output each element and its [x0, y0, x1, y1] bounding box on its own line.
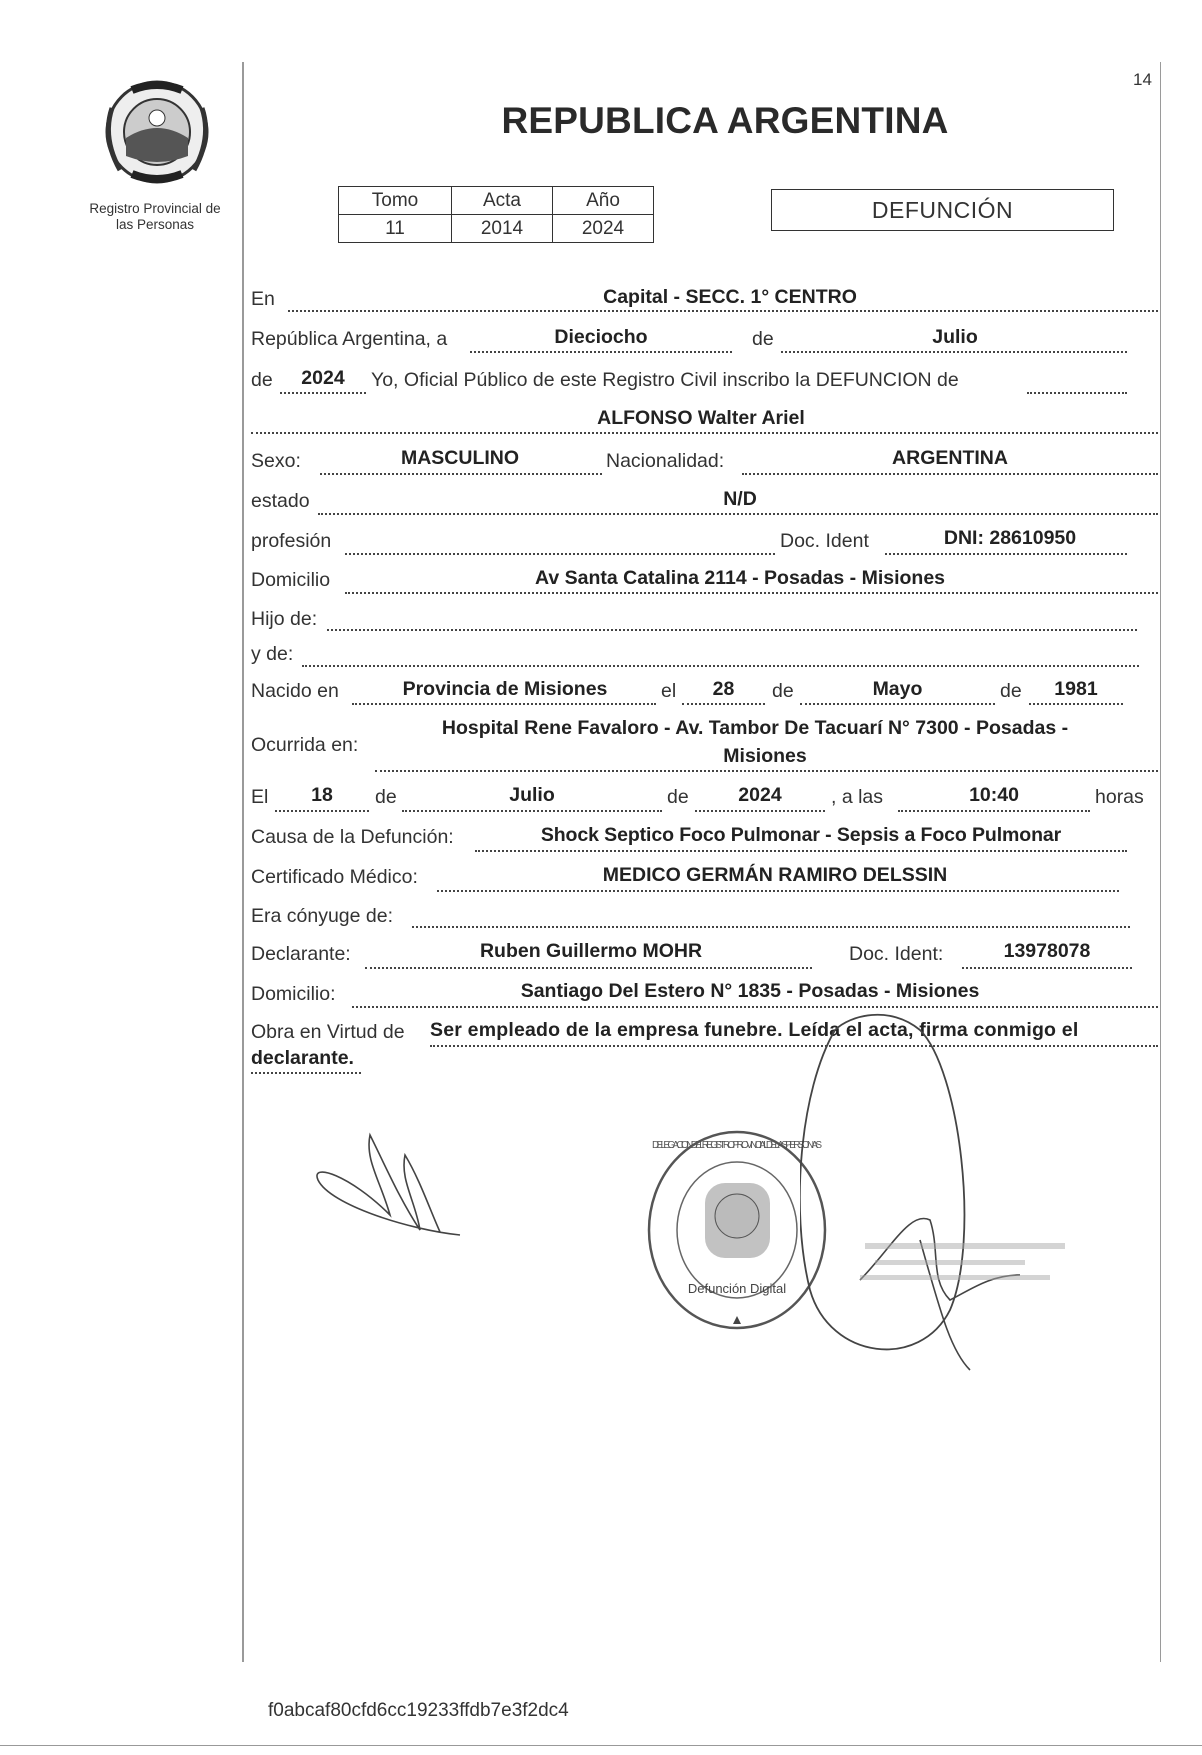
- decl-domicilio-value: Santiago Del Estero N° 1835 - Posadas - Misiones: [520, 980, 980, 1002]
- decl-doc-value: 13978078: [1003, 940, 1091, 962]
- yde-dotline: [302, 665, 1139, 667]
- hijo-label: Hijo de:: [251, 608, 318, 630]
- death-day-value: 18: [311, 784, 333, 806]
- ocurrida-line2: Misiones: [723, 745, 807, 767]
- birth-year-value: 1981: [1054, 678, 1098, 700]
- oficial-dotline: [1027, 392, 1127, 394]
- de-label-4: de: [1000, 680, 1022, 702]
- nacido-label: Nacido en: [251, 680, 339, 702]
- de-label-3: de: [772, 680, 794, 702]
- nacionalidad-dotline: [742, 473, 1158, 475]
- nacido-value: Provincia de Misiones: [402, 678, 608, 700]
- month-value: Julio: [932, 326, 978, 348]
- death-time-dotline: [898, 810, 1090, 812]
- republica-label: República Argentina, a: [251, 328, 448, 350]
- sexo-dotline: [320, 473, 602, 475]
- death-year-value: 2024: [738, 784, 782, 806]
- sexo-label: Sexo:: [251, 450, 301, 472]
- birth-day-dotline: [682, 703, 765, 705]
- acta-value: 2014: [452, 215, 553, 243]
- registry-name-line2: las Personas: [115, 217, 195, 232]
- profesion-label: profesión: [251, 530, 332, 552]
- left-margin-line: [242, 62, 244, 1662]
- decl-domicilio-dotline: [352, 1006, 1158, 1008]
- domicilio-dotline: [345, 592, 1158, 594]
- horas-label: horas: [1095, 786, 1144, 808]
- de-label-6: de: [667, 786, 689, 808]
- declarante-value: Ruben Guillermo MOHR: [479, 940, 703, 962]
- de-label-2: de: [251, 369, 273, 391]
- conyuge-dotline: [412, 926, 1130, 928]
- nacido-dotline: [352, 703, 656, 705]
- tomo-value: 11: [339, 215, 452, 243]
- yde-label: y de:: [251, 643, 294, 665]
- stamp-ring-text: DELEGACION DEL REGISTRO PROVINCIAL DE LAS PERSONAS: [652, 1140, 822, 1151]
- decl-doc-dotline: [962, 967, 1132, 969]
- domicilio-label: Domicilio: [251, 569, 331, 591]
- el2-label: El: [251, 786, 269, 808]
- hijo-dotline: [327, 629, 1137, 631]
- anio-value: 2024: [553, 215, 654, 243]
- year-dotline: [280, 392, 366, 394]
- ocurrida-label: Ocurrida en:: [251, 734, 359, 756]
- alas-label: , a las: [831, 786, 884, 808]
- country-title: REPUBLICA ARGENTINA: [501, 100, 949, 141]
- day-words-value: Dieciocho: [554, 326, 648, 348]
- estado-dotline: [318, 513, 1158, 515]
- domicilio-value: Av Santa Catalina 2114 - Posadas - Misiones: [534, 567, 946, 589]
- sexo-value: MASCULINO: [400, 447, 520, 469]
- nacionalidad-label: Nacionalidad:: [606, 450, 725, 472]
- causa-value: Shock Septico Foco Pulmonar - Sepsis a Foco Pulmonar: [540, 824, 1062, 846]
- profesion-dotline: [345, 553, 775, 555]
- en-label: En: [251, 288, 275, 310]
- registry-header-row: [339, 187, 654, 215]
- conyuge-label: Era cónyuge de:: [251, 905, 394, 927]
- en-value: Capital - SECC. 1° CENTRO: [603, 286, 857, 308]
- certificado-label: Certificado Médico:: [251, 866, 418, 888]
- doc-dotline: [885, 553, 1127, 555]
- ocurrida-dotline: [375, 770, 1158, 772]
- el-label: el: [661, 680, 677, 702]
- decl-domicilio-label: Domicilio:: [251, 983, 336, 1005]
- birth-day-value: 28: [712, 678, 735, 700]
- registry-name-line1: Registro Provincial de: [89, 201, 221, 216]
- en-dotline: [288, 310, 1158, 312]
- provincial-seal-logo: [102, 78, 212, 186]
- tomo-header: Tomo: [339, 187, 452, 215]
- document-hash: f0abcaf80cfd6cc19233ffdb7e3f2dc4: [268, 1700, 569, 1721]
- causa-label: Causa de la Defunción:: [251, 826, 454, 848]
- death-year-dotline: [695, 810, 825, 812]
- certificado-dotline: [437, 890, 1119, 892]
- page-number: 14: [1133, 70, 1152, 89]
- certificado-value: MEDICO GERMÁN RAMIRO DELSSIN: [602, 864, 948, 886]
- month-dotline: [781, 351, 1127, 353]
- name-dotline: [251, 432, 1158, 434]
- doc-label: Doc. Ident: [780, 530, 869, 552]
- death-month-value: Julio: [509, 784, 555, 806]
- estado-label: estado: [251, 490, 310, 512]
- declarant-signature: [310, 1120, 470, 1260]
- registry-table: [338, 186, 654, 243]
- death-time-value: 10:40: [969, 784, 1019, 806]
- registry-value-row: [339, 215, 654, 243]
- birth-month-value: Mayo: [872, 678, 923, 700]
- decl-doc-label: Doc. Ident:: [849, 943, 944, 965]
- de-label-1: de: [752, 328, 774, 350]
- stamp-center-text: Defunción Digital: [687, 1281, 787, 1296]
- declarante-dotline: [365, 967, 812, 969]
- registry-name: [75, 201, 235, 233]
- day-dotline: [470, 351, 732, 353]
- record-type-box: DEFUNCIÓN: [771, 189, 1114, 231]
- obra-value-line2: declarante.: [251, 1047, 354, 1069]
- ocurrida-line1: Hospital Rene Favaloro - Av. Tambor De Tacuarí N° 7300 - Posadas -: [441, 717, 1069, 739]
- estado-value: N/D: [723, 488, 757, 510]
- right-margin-line: [1160, 62, 1161, 1662]
- acta-header: Acta: [452, 187, 553, 215]
- birth-month-dotline: [800, 703, 995, 705]
- bottom-scan-edge: [0, 1745, 1202, 1746]
- de-label-5: de: [375, 786, 397, 808]
- death-day-dotline: [275, 810, 369, 812]
- death-month-dotline: [402, 810, 662, 812]
- year-value: 2024: [301, 367, 345, 389]
- anio-header: Año: [553, 187, 654, 215]
- obra-label: Obra en Virtud de: [251, 1021, 405, 1043]
- birth-year-dotline: [1029, 703, 1123, 705]
- doc-value: DNI: 28610950: [943, 527, 1077, 549]
- causa-dotline: [475, 850, 1127, 852]
- obra-value: Ser empleado de la empresa funebre. Leída el acta, firma conmigo el: [430, 1019, 1079, 1041]
- nacionalidad-value: ARGENTINA: [892, 447, 1008, 469]
- obra-dotline-2: [251, 1072, 361, 1074]
- declarante-label: Declarante:: [251, 943, 351, 965]
- deceased-name-value: ALFONSO Walter Ariel: [597, 407, 805, 429]
- oficial-text: Yo, Oficial Público de este Registro Civil inscribo la DEFUNCION de: [371, 369, 959, 391]
- official-signature: [800, 1010, 1080, 1390]
